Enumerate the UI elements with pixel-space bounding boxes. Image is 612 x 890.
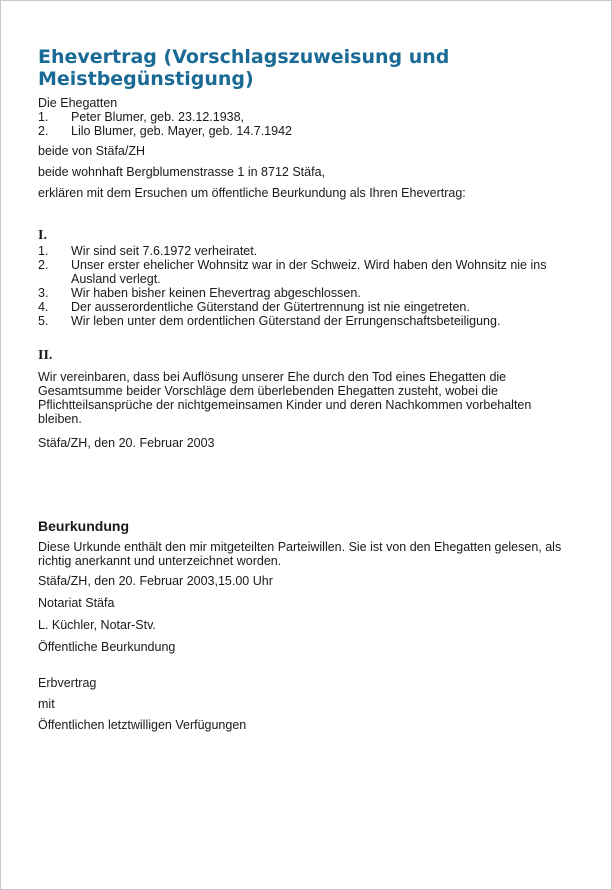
footer-line: Öffentlichen letztwilligen Verfügungen — [38, 718, 247, 732]
notary-name: L. Küchler, Notar-Stv. — [38, 618, 156, 632]
item-number: 2. — [38, 258, 49, 272]
certification-type: Öffentliche Beurkundung — [38, 640, 176, 654]
residence-origin: beide von Stäfa/ZH — [38, 144, 146, 158]
section-2-text: Wir vereinbaren, dass bei Auflösung unserer Ehe durch den Tod eines Ehegatten die Gesamtsumme beider Vorschläge dem überlebenden Ehegatten zusteht, wobei die Pflichtteilsansprüche der nichtgemeinsamen Kinder und deren Nachkommen vorbehalten bleiben. — [38, 370, 532, 426]
certification-heading: Beurkundung — [38, 518, 129, 534]
section-1-item — [38, 300, 566, 314]
party-number: 1. — [38, 110, 49, 124]
section-1-item — [38, 258, 566, 286]
party-item — [38, 110, 566, 124]
residence-address: beide wohnhaft Bergblumenstrasse 1 in 8712 Stäfa, — [38, 165, 325, 179]
section-1-item — [38, 244, 566, 258]
item-text: Wir leben unter dem ordentlichen Güterstand der Errungenschaftsbeteiligung. — [71, 314, 501, 328]
footer-line: Erbvertrag — [38, 676, 97, 690]
section-1-item — [38, 314, 566, 328]
item-number: 4. — [38, 300, 49, 314]
item-text: Der ausserordentliche Güterstand der Gütertrennung ist nie eingetreten. — [71, 300, 470, 314]
document-title: Ehevertrag (Vorschlagszuweisung und Meistbegünstigung) — [38, 46, 450, 90]
section-1-item — [38, 286, 566, 300]
certification-text: Diese Urkunde enthält den mir mitgeteilten Parteiwillen. Sie ist von den Ehegatten gelesen, als richtig anerkannt und unterzeichnet worden. — [38, 540, 562, 568]
footer-line: mit — [38, 697, 55, 711]
party-number: 2. — [38, 124, 49, 138]
certification-place-date: Stäfa/ZH, den 20. Februar 2003,15.00 Uhr — [38, 574, 273, 588]
place-date: Stäfa/ZH, den 20. Februar 2003 — [38, 436, 215, 450]
item-number: 3. — [38, 286, 49, 300]
notary-office: Notariat Stäfa — [38, 596, 115, 610]
item-text: Unser erster ehelicher Wohnsitz war in der Schweiz. Wird haben den Wohnsitz nie ins Ausland verlegt. — [71, 258, 547, 286]
section-1-heading: I. — [38, 228, 47, 243]
intro-text: Die Ehegatten — [38, 96, 118, 110]
item-text: Wir haben bisher keinen Ehevertrag abgeschlossen. — [71, 286, 361, 300]
document-page — [38, 46, 566, 732]
declaration-text: erklären mit dem Ersuchen um öffentliche Beurkundung als Ihren Ehevertrag: — [38, 186, 466, 200]
party-item — [38, 124, 566, 138]
section-2-heading: II. — [38, 348, 53, 363]
party-text: Lilo Blumer, geb. Mayer, geb. 14.7.1942 — [71, 124, 292, 138]
item-number: 1. — [38, 244, 49, 258]
item-number: 5. — [38, 314, 49, 328]
item-text: Wir sind seit 7.6.1972 verheiratet. — [71, 244, 258, 258]
party-text: Peter Blumer, geb. 23.12.1938, — [71, 110, 245, 124]
